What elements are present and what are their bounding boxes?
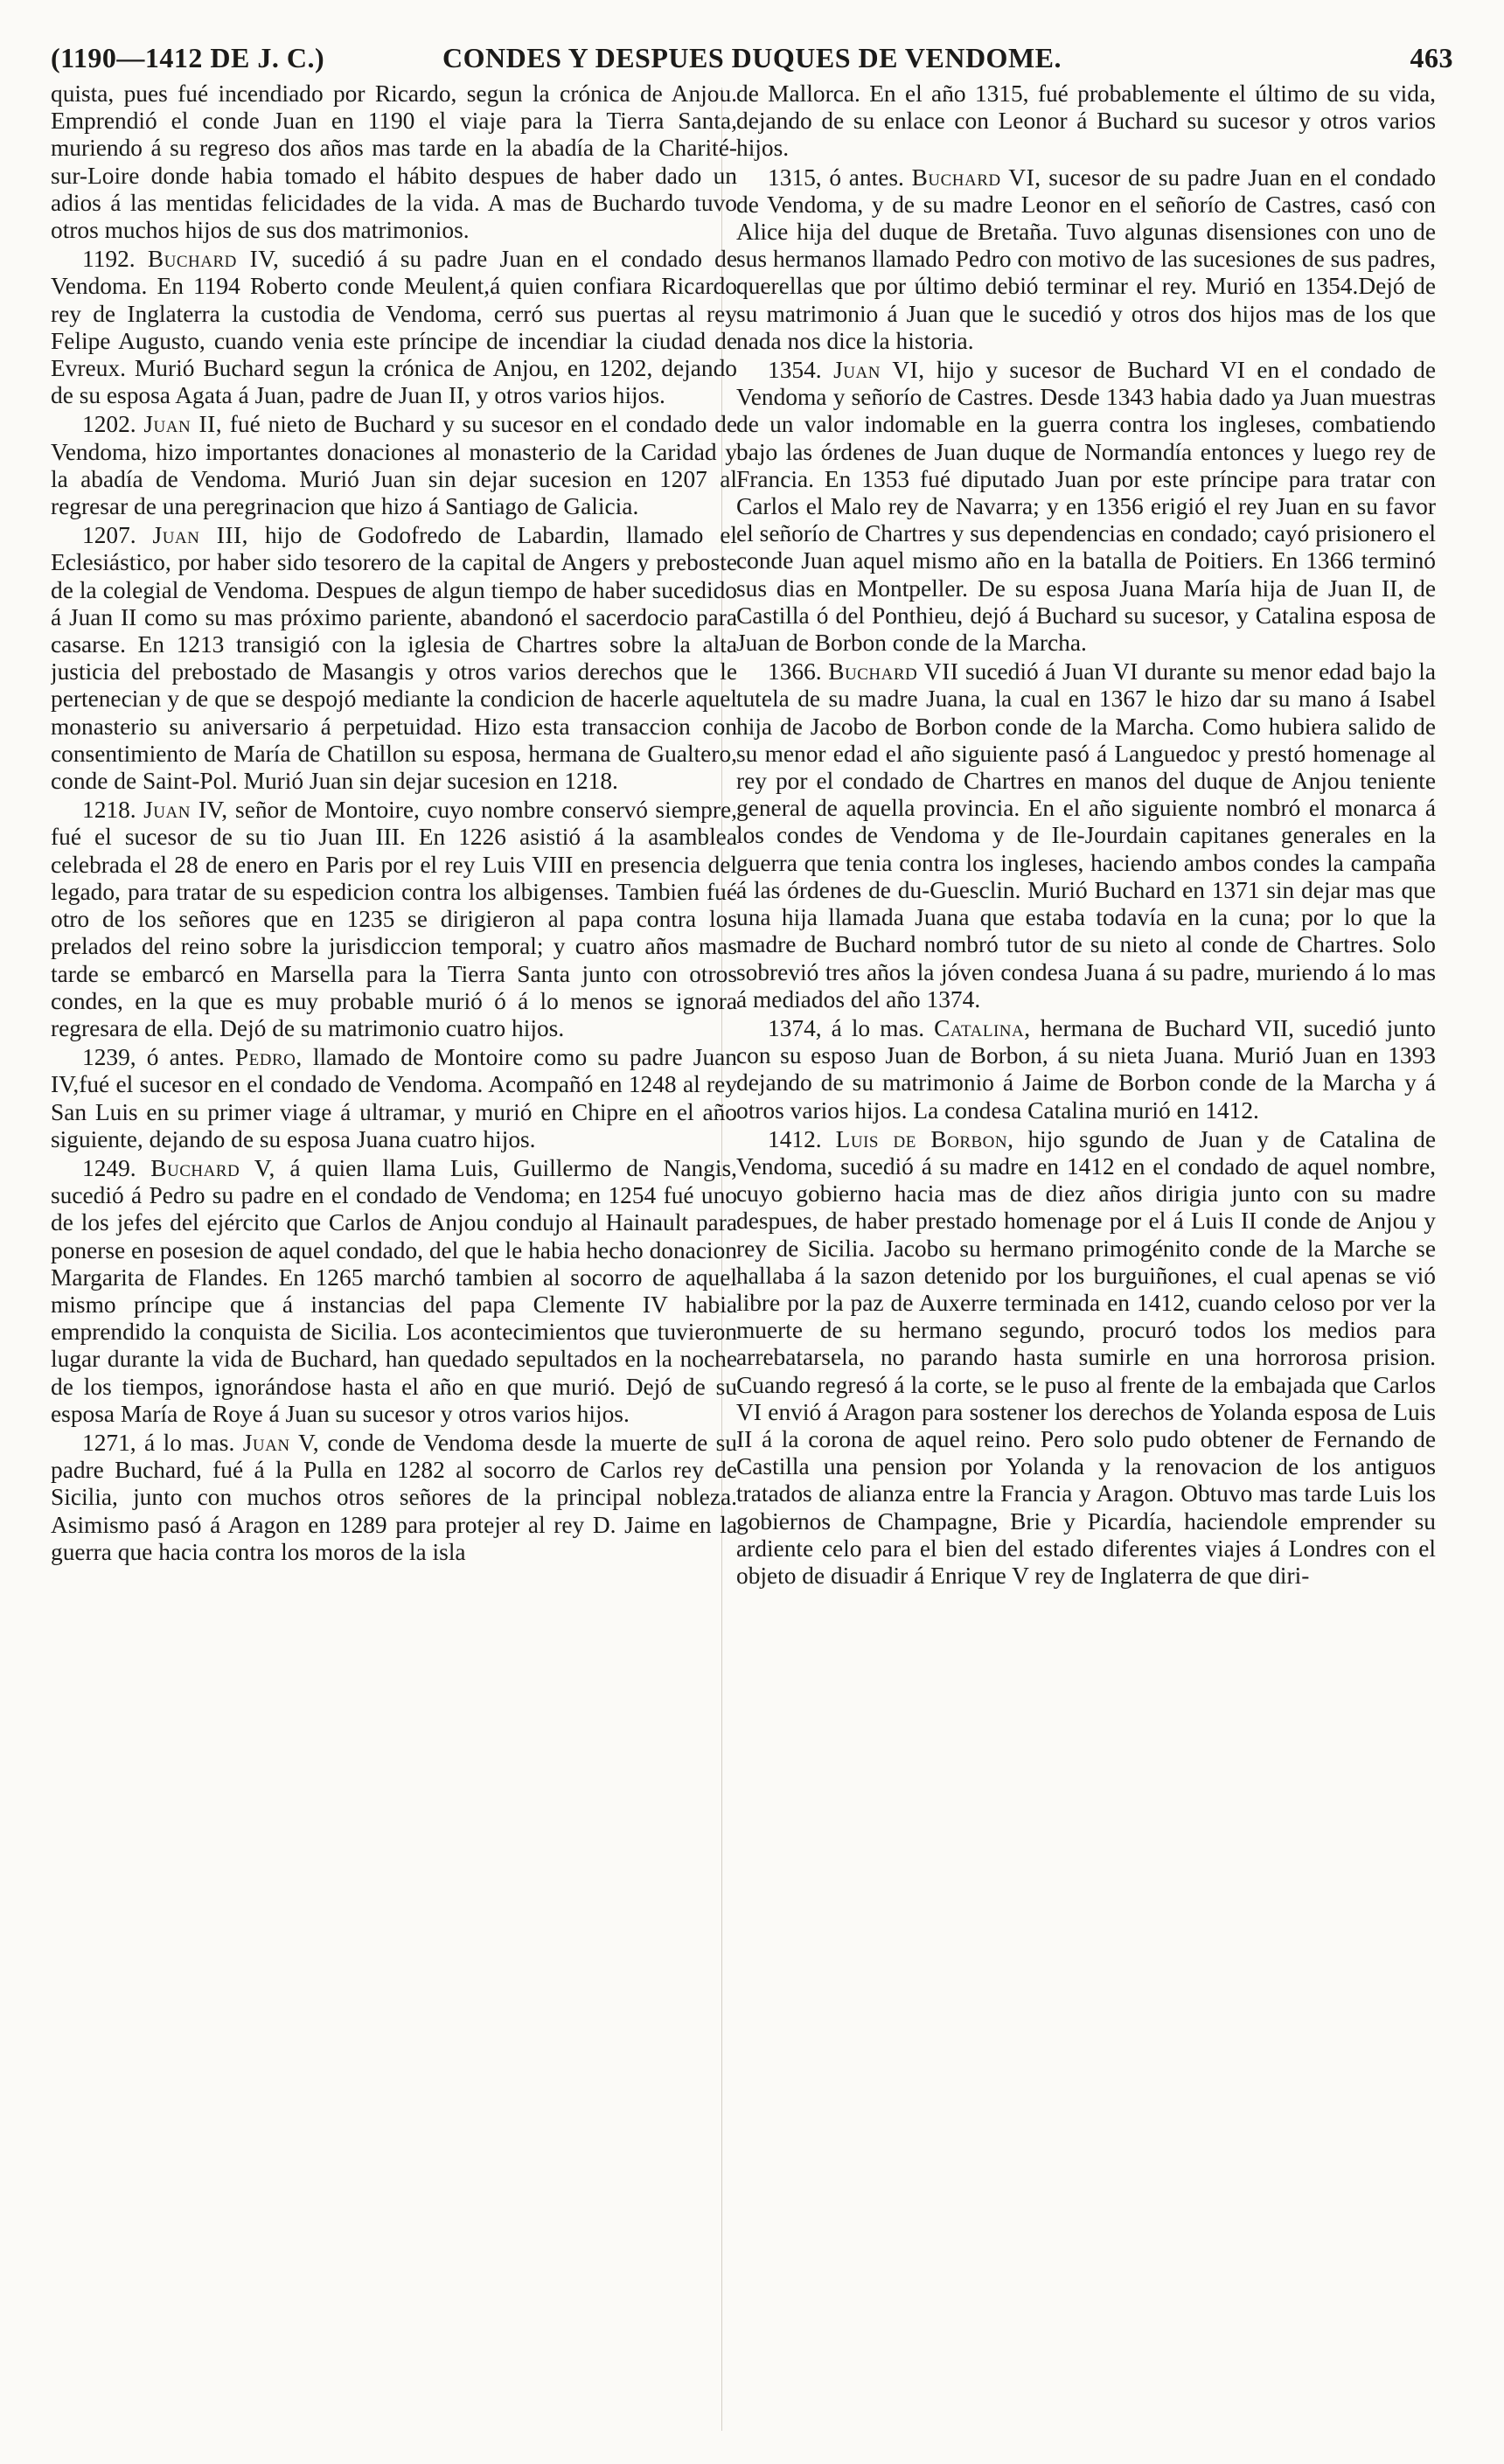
chronicle-entry bbox=[51, 522, 737, 795]
chronicle-entry bbox=[736, 80, 1436, 163]
entry-year: 1271, á lo mas. bbox=[82, 1429, 235, 1456]
chronicle-entry bbox=[51, 797, 737, 1042]
page-header bbox=[51, 42, 1453, 80]
entry-year: 1366. bbox=[768, 658, 822, 686]
entry-name: Juan II, bbox=[143, 411, 223, 438]
entry-name: Buchard V, bbox=[150, 1154, 275, 1181]
entry-year: 1249. bbox=[82, 1154, 136, 1181]
entry-name: Buchard IV, bbox=[147, 246, 280, 273]
entry-name: Pedro, bbox=[234, 1044, 303, 1071]
chronicle-entry bbox=[51, 1155, 737, 1428]
entry-text: hermana de Buchard VII, sucedió junto con su esposo Juan de Borbon, á su nieta Juana. Murió Juan en 1393 dejando de su matrimonio á Jaime de Borbon conde de la Marcha y á otros varios hijos. La condesa Catalina murió en 1412. bbox=[736, 1014, 1436, 1124]
chronicle-entry bbox=[51, 80, 737, 244]
chronicle-entry bbox=[51, 246, 737, 409]
header-title: CONDES Y DESPUES DUQUES DE VENDOME. bbox=[442, 42, 1062, 73]
entry-text: sucedió á Juan VI durante su menor edad bajo la tutela de su madre Juana, la cual en 1367 le hizo dar su mano á Isabel hija de Jacobo de Borbon conde de la Marcha. Como hubiera salido de su menor edad el año siguiente pasó á Languedoc y prestó homenage al rey por el condado de Chartres en manos del duque de Anjou teniente general de aquella provincia. En el año siguiente nombró el monarca á los condes de Vendoma y de Ile-Jourdain capitanes generales en la guerra que tenia contra los ingleses, haciendo ambos condes la campaña á las órdenes de du-Guesclin. Murió Buchard en 1371 sin dejar mas que una hija llamada Juana que estaba todavía en la cuna; por lo que la madre de Buchard nombró tutor de su nieto al conde de Chartres. Solo sobrevió tres años la jóven condesa Juana á su padre, muriendo á lo mas á mediados del año 1374. bbox=[736, 658, 1436, 1013]
entry-year: 1374, á lo mas. bbox=[768, 1014, 925, 1041]
entry-year: 1354. bbox=[768, 357, 822, 384]
chronicle-entry bbox=[51, 1044, 737, 1153]
entry-year: 1218. bbox=[82, 797, 136, 824]
chronicle-entry bbox=[736, 164, 1436, 355]
chronicle-entry bbox=[736, 1015, 1436, 1124]
left-column bbox=[51, 80, 737, 2441]
entry-name: Catalina, bbox=[934, 1014, 1031, 1041]
chronicle-entry bbox=[736, 658, 1436, 1013]
entry-name: Juan IV, bbox=[143, 797, 228, 824]
entry-text: hijo sgundo de Juan y de Catalina de Vendoma, sucedió á su madre en 1412 en el condado de aquel nombre, cuyo gobierno hacia mas de diez años dirigia junto con su madre despues, de haber prestado homenage por el á Luis II conde de Anjou y rey de Sicilia. Jacobo su hermano primogénito conde de la Marche se hallaba á la sazon detenido por los burguiñones, el cual apenas se vió libre por la paz de Auxerre terminada en 1412, cuando celoso por ver la muerte de su hermano segundo, procuró todos los medios para arrebatarsela, no parando hasta sumirle en una horrorosa prision. Cuando regresó á la corte, se le puso al frente de la embajada que Carlos VI envió á Aragon para sostener los derechos de Yolanda esposa de Luis II á la corona de aquel reino. Pero solo pudo obtener de Fernando de Castilla una pension por Yolanda y la renovacion de los antiguos tratados de alianza entre la Francia y Aragon. Obtuvo mas tarde Luis los gobiernos de Champagne, Brie y Picardía, haciendole emprender su ardiente celo para el bien del estado diferentes viajes á Londres con el objeto de disuadir á Enrique V rey de Inglaterra de que diri- bbox=[736, 1125, 1436, 1589]
entry-text: sucedió á su padre Juan en el condado de Vendoma. En 1194 Roberto conde Meulent,á quien confiara Ricardo rey de Inglaterra la custodia de Vendoma, cerró sus puertas al rey Felipe Augusto, cuando venia este príncipe de incendiar la ciudad de Evreux. Murió Buchard segun la crónica de Anjou, en 1202, dejando de su esposa Agata á Juan, padre de Juan II, y otros varios hijos. bbox=[51, 246, 737, 409]
entry-name: Juan VI, bbox=[833, 357, 925, 384]
chronicle-entry bbox=[51, 411, 737, 520]
entry-text: fué nieto de Buchard y su sucesor en el condado de Vendoma, hizo importantes donaciones al monasterio de la Caridad y la abadía de Vendoma. Murió Juan sin dejar sucesion en 1207 al regresar de una peregrinacion que hizo á Santiago de Galicia. bbox=[51, 411, 737, 520]
entry-year: 1315, ó antes. bbox=[768, 164, 904, 191]
entry-name: Luis de Borbon, bbox=[835, 1125, 1014, 1152]
entry-text: llamado de Montoire como su padre Juan IV,fué el sucesor en el condado de Vendoma. Acompañó en 1248 al rey San Luis en su primer viage á ultramar, y murió en Chipre en el año siguiente, dejando de su esposa Juana cuatro hijos. bbox=[51, 1044, 737, 1152]
entry-text: de Mallorca. En el año 1315, fué probablemente el último de su vida, dejando de su enlace con Leonor á Buchard su sucesor y otros varios hijos. bbox=[736, 80, 1436, 162]
chronicle-entry bbox=[736, 1126, 1436, 1590]
entry-text: sucesor de su padre Juan en el condado de Vendoma, y de su madre Leonor en el señorío de Castres, casó con Alice hija del duque de Bretaña. Tuvo algunas disensiones con uno de sus hermanos llamado Pedro con motivo de las sucesiones de sus padres, querellas que por último debió terminar el rey. Murió en 1354.Dejó de su matrimonio á Juan que le sucedió y otros dos hijos mas de los que nada nos dice la historia. bbox=[736, 164, 1436, 354]
right-column bbox=[736, 80, 1436, 2441]
entry-text: señor de Montoire, cuyo nombre conservó siempre, fué el sucesor de su tio Juan III. En 1226 asistió á la asamblea celebrada el 28 de enero en Paris por el rey Luis VIII en presencia del legado, para tratar de su espedicion contra los albigenses. Tambien fué otro de los señores que en 1235 se dirigieron al papa contra los prelados del reino sobre la jurisdiccion temporal; y cuatro años mas tarde se embarcó en Marsella para la Tierra Santa junto con otros condes, en la que es muy probable murió ó á lo menos se ignora regresara de ella. Dejó de su matrimonio cuatro hijos. bbox=[51, 797, 737, 1041]
entry-text: hijo de Godofredo de Labardin, llamado el Eclesiástico, por haber sido tesorero de la capital de Angers y preboste de la colegial de Vendoma. Despues de algun tiempo de haber sucedido á Juan II como su mas próximo pariente, abandonó el sacerdocio para casarse. En 1213 transigió con la iglesia de Chartres sobre la alta justicia del prebostado de Masangis y otros varios derechos que le pertenecian y de que se despojó mediante la condicion de hacerle aquel monasterio su aniversario á perpetuidad. Hizo esta transaccion con consentimiento de María de Chatillon su esposa, hermana de Gualtero, conde de Saint-Pol. Murió Juan sin dejar sucesion en 1218. bbox=[51, 522, 737, 795]
chronicle-entry bbox=[51, 1430, 737, 1566]
entry-name: Juan V, bbox=[242, 1429, 320, 1456]
entry-year: 1207. bbox=[82, 522, 136, 549]
entry-text: á quien llama Luis, Guillermo de Nangis, sucedió á Pedro su padre en el condado de Vendoma; en 1254 fué uno de los jefes del ejército que Carlos de Anjou condujo al Hainault para ponerse en posesion de aquel condado, del que le habia hecho donacion Margarita de Flandes. En 1265 marchó tambien al socorro de aquel mismo príncipe que á instancias del papa Clemente IV habia emprendido la conquista de Sicilia. Los acontecimientos que tuvieron lugar durante la vida de Buchard, han quedado sepultados en la noche de los tiempos, ignorándose hasta el año en que murió. Dejó de su esposa María de Roye á Juan su sucesor y otros varios hijos. bbox=[51, 1154, 737, 1427]
page-number: 463 bbox=[1410, 42, 1453, 73]
entry-text: hijo y sucesor de Buchard VI en el condado de Vendoma y señorío de Castres. Desde 1343 habia dado ya Juan muestras de un valor indomable en la guerra contra los ingleses, combatiendo bajo las órdenes de Juan duque de Normandía entonces y luego rey de Francia. En 1353 fué diputado Juan por este príncipe para tratar con Carlos el Malo rey de Navarra; y en 1356 erigió el rey Juan en su favor el señorío de Chartres y sus dependencias en condado; cayó prisionero el conde Juan aquel mismo año en la batalla de Poitiers. En 1366 terminó sus dias en Montpeller. De su esposa Juana María hija de Juan II, de Castilla ó del Ponthieu, dejó á Buchard su sucesor, y Catalina esposa de Juan de Borbon conde de la Marcha. bbox=[736, 357, 1436, 657]
entry-year: 1192. bbox=[82, 246, 136, 273]
entry-year: 1239, ó antes. bbox=[82, 1044, 225, 1071]
entry-text: quista, pues fué incendiado por Ricardo, segun la crónica de Anjou. Emprendió el conde Juan en 1190 el viaje para la Tierra Santa, muriendo á su regreso dos años mas tarde en la abadía de la Charité-sur-Loire donde habia tomado el hábito despues de haber dado un adios á las mentidas felicidades de la vida. A mas de Buchardo tuvo otros muchos hijos de sus dos matrimonios. bbox=[51, 80, 737, 244]
entry-name: Buchard VII bbox=[828, 658, 959, 686]
header-date-range: (1190—1412 DE J. C.) bbox=[51, 42, 325, 73]
chronicle-entry bbox=[736, 357, 1436, 657]
entry-text: conde de Vendoma desde la muerte de su padre Buchard, fué á la Pulla en 1282 al socorro de Carlos rey de Sicilia, junto con muchos otros señores de la principal nobleza. Asimismo pasó á Aragon en 1289 para protejer al rey D. Jaime en la guerra que hacia contra los moros de la isla bbox=[51, 1429, 737, 1565]
entry-name: Buchard VI, bbox=[911, 164, 1041, 191]
entry-year: 1202. bbox=[82, 411, 136, 438]
entry-name: Juan III, bbox=[152, 522, 248, 549]
entry-year: 1412. bbox=[768, 1125, 822, 1152]
